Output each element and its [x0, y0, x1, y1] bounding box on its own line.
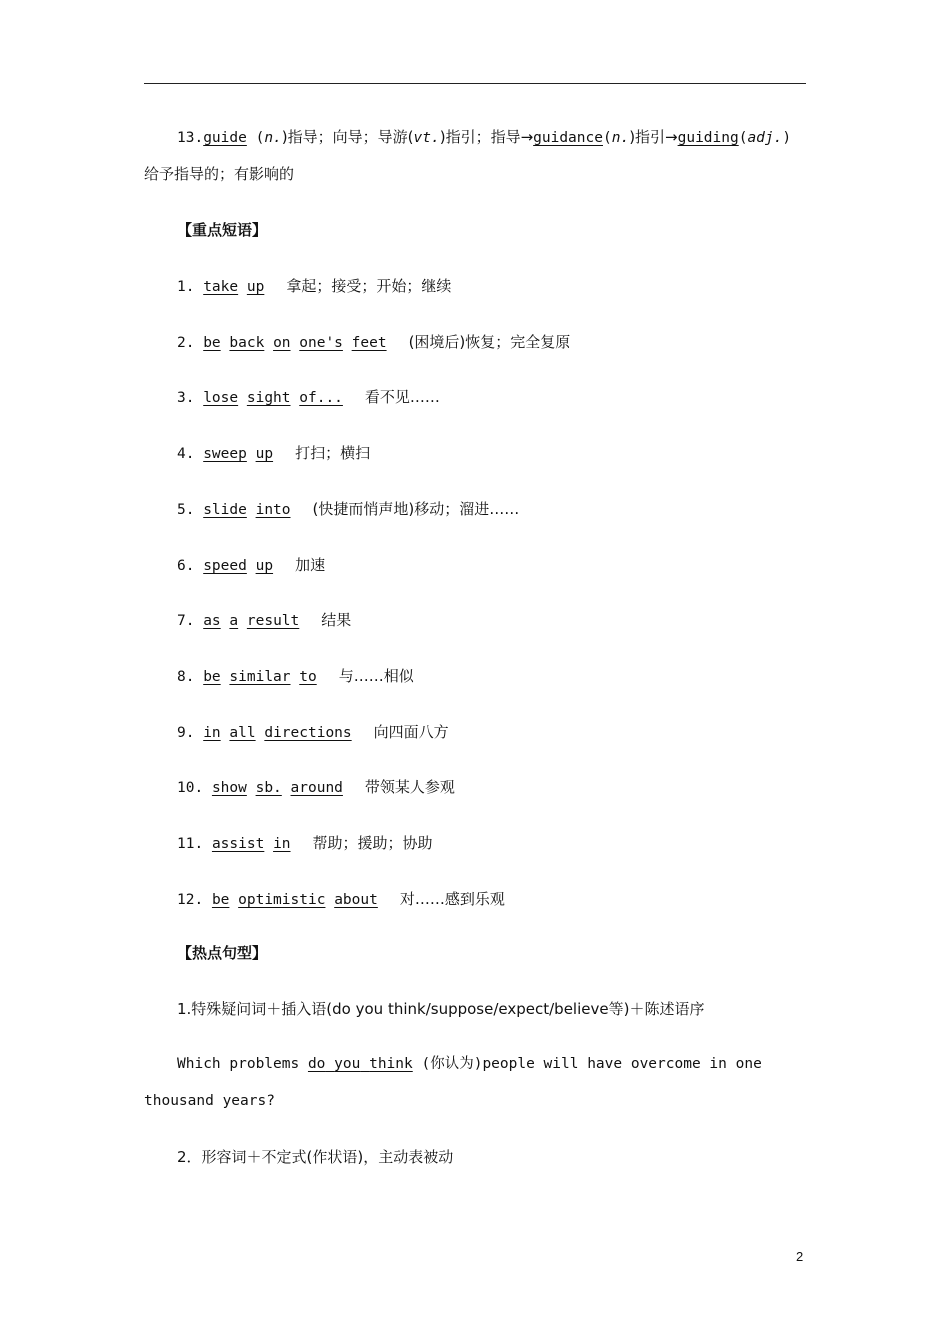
- phrase-item: [177, 610, 847, 631]
- phrase-meaning: 与……相似: [338, 667, 414, 685]
- phrase-number: 7.: [177, 613, 195, 629]
- header-rule: [144, 83, 806, 84]
- phrase-item: [177, 722, 847, 743]
- phrase-meaning: 带领某人参观: [364, 778, 455, 796]
- phrase-word: slide: [203, 502, 247, 518]
- phrase-meaning: 加速: [295, 556, 326, 574]
- phrase-meaning: 对……感到乐观: [399, 890, 505, 908]
- phrase-word: all: [229, 725, 256, 741]
- word-guiding: guiding: [677, 130, 739, 146]
- phrase-item: [177, 387, 847, 408]
- phrase-meaning: 看不见……: [364, 388, 440, 406]
- phrase-word: sight: [246, 390, 291, 406]
- word-guide: guide: [203, 130, 247, 146]
- section-heading-patterns: 【热点句型】: [177, 944, 268, 962]
- phrase-meaning: 帮助；援助；协助: [312, 834, 433, 852]
- phrase-number: 11.: [177, 836, 204, 852]
- pos-label: n.: [264, 130, 282, 146]
- phrase-item: [177, 833, 847, 854]
- phrase-word: assist: [211, 836, 265, 852]
- phrase-number: 10.: [177, 780, 204, 796]
- phrase-item: [177, 889, 847, 910]
- phrase-word: back: [229, 335, 265, 351]
- phrase-meaning: 结果: [321, 611, 352, 629]
- phrase-word: up: [255, 446, 274, 462]
- phrase-word: feet: [351, 335, 387, 351]
- phrase-item: [177, 276, 847, 297]
- phrase-item: [177, 666, 847, 687]
- phrase-meaning: 打扫；横扫: [295, 444, 371, 462]
- inserted-clause: do you think: [307, 1056, 413, 1072]
- phrase-number: 4.: [177, 446, 195, 462]
- pattern-1-example: Which problems do you think (你认为)people will have overcome in one: [177, 1056, 762, 1072]
- phrase-item: [177, 499, 847, 520]
- pos-label: adj.: [747, 130, 783, 146]
- phrase-word: up: [255, 558, 274, 574]
- phrase-word: up: [246, 279, 265, 295]
- phrase-word: as: [203, 613, 221, 629]
- phrase-word: in: [273, 836, 291, 852]
- phrase-number: 9.: [177, 725, 195, 741]
- phrase-word: of...: [299, 390, 343, 406]
- section-heading-phrases: 【重点短语】: [177, 221, 268, 239]
- phrase-word: one's: [299, 335, 343, 351]
- phrase-number: 12.: [177, 892, 204, 908]
- phrase-number: 1.: [177, 279, 195, 295]
- phrase-word: lose: [203, 390, 239, 406]
- entry-13-continued: 给予指导的；有影响的: [144, 165, 295, 183]
- phrase-number: 6.: [177, 558, 195, 574]
- phrase-word: on: [273, 335, 291, 351]
- phrase-number: 2.: [177, 335, 195, 351]
- phrase-item: [177, 555, 847, 576]
- phrase-number: 5.: [177, 502, 195, 518]
- pattern-2-title: 2．形容词＋不定式(作状语)，主动表被动: [177, 1148, 454, 1166]
- phrase-word: into: [255, 502, 291, 518]
- page-number: 2: [796, 1249, 804, 1264]
- phrase-word: about: [334, 892, 378, 908]
- phrase-word: take: [203, 279, 239, 295]
- phrase-meaning: 向四面八方: [373, 723, 449, 741]
- entry-number: 13.: [177, 130, 204, 146]
- phrase-item: [177, 443, 847, 464]
- phrase-word: be: [203, 335, 221, 351]
- pos-label: n.: [611, 130, 630, 146]
- phrase-number: 8.: [177, 669, 195, 685]
- phrase-word: a: [229, 613, 239, 629]
- phrase-meaning: (快捷而悄声地)移动；溜进……: [312, 500, 520, 518]
- entry-13: 13.guide (n.)指导；向导；导游(vt.)指引；指导→guidance(n.)指引→guiding(adj.): [177, 128, 792, 146]
- phrase-word: directions: [264, 725, 352, 741]
- phrase-item: [177, 777, 847, 798]
- phrase-word: show: [211, 780, 247, 796]
- phrase-word: to: [299, 669, 317, 685]
- phrase-word: be: [203, 669, 221, 685]
- phrase-word: sb.: [255, 780, 282, 796]
- word-guidance: guidance: [533, 130, 603, 146]
- phrase-word: similar: [229, 669, 291, 685]
- phrase-word: sweep: [203, 446, 247, 462]
- pattern-1-title: 1.特殊疑问词＋插入语(do you think/suppose/expect/believe等)＋陈述语序: [177, 1000, 705, 1018]
- pos-label: vt.: [413, 130, 440, 146]
- phrase-word: around: [290, 780, 343, 796]
- phrase-word: be: [211, 892, 230, 908]
- phrase-word: speed: [203, 558, 247, 574]
- phrase-word: result: [246, 613, 300, 629]
- phrase-word: in: [203, 725, 221, 741]
- pattern-1-example-continued: thousand years?: [144, 1093, 275, 1109]
- phrase-item: [177, 332, 847, 353]
- phrase-number: 3.: [177, 390, 195, 406]
- phrase-meaning: (困境后)恢复；完全复原: [408, 333, 571, 351]
- phrase-word: optimistic: [238, 892, 326, 908]
- phrase-meaning: 拿起；接受；开始；继续: [286, 277, 452, 295]
